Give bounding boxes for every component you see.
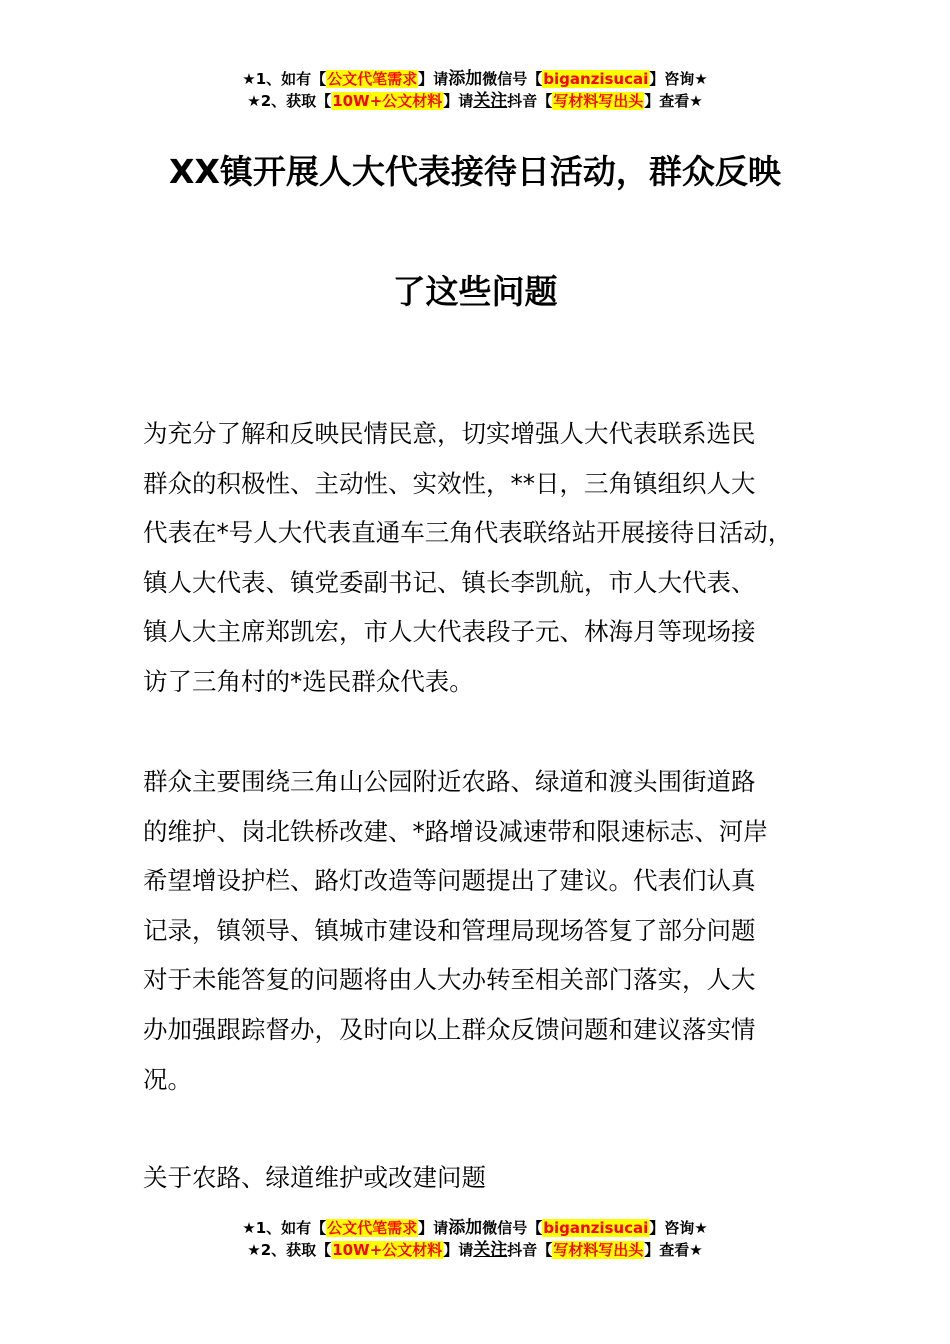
- document-title-line-1: XX镇开展人大代表接待日活动，群众反映: [169, 152, 781, 191]
- banner-douyin-id: 写材料写出头: [553, 92, 644, 110]
- banner-text: 微信号【: [482, 1219, 543, 1237]
- banner-text: 抖音【: [507, 1241, 553, 1259]
- banner-text: 】请: [418, 1219, 449, 1237]
- banner-douyin-id: 写材料写出头: [553, 1241, 644, 1259]
- text-line: 记录，镇领导、镇城市建设和管理局现场答复了部分问题: [143, 915, 756, 945]
- banner-wechat-id: biganzisucai: [543, 1219, 649, 1237]
- banner-emphasis: 关注: [473, 91, 508, 111]
- text-line: 镇人大代表、镇党委副书记、镇长李凯航，市人大代表、: [143, 567, 756, 597]
- text-line: 希望增设护栏、路灯改造等问题提出了建议。代表们认真: [143, 866, 756, 896]
- banner-highlight: 10W+公文材料: [332, 92, 443, 110]
- banner-highlight: 公文代笔需求: [327, 1219, 418, 1237]
- paragraph-2: [143, 757, 843, 1104]
- banner-text: 】咨询★: [649, 70, 708, 88]
- banner-text: 】请: [443, 1241, 474, 1259]
- text-line: 群众主要围绕三角山公园附近农路、绿道和渡头围街道路: [143, 767, 756, 796]
- banner-highlight: 10W+公文材料: [332, 1241, 443, 1259]
- banner-emphasis: 关注: [473, 1240, 508, 1260]
- banner-line-2: [0, 90, 950, 112]
- banner-wechat-id: biganzisucai: [543, 70, 649, 88]
- text-line: 镇人大主席郑凯宏，市人大代表段子元、林海月等现场接: [143, 617, 756, 647]
- banner-text: 】查看★: [644, 92, 703, 110]
- section-heading: [143, 1153, 843, 1203]
- document-title-line-2: 了这些问题: [392, 272, 558, 311]
- text-line: 群众的积极性、主动性、实效性，**日，三角镇组织人大: [143, 468, 756, 498]
- text-line: 代表在*号人大代表直通车三角代表联络站开展接待日活动，: [143, 518, 793, 548]
- text-line: 访了三角村的*选民群众代表。: [143, 666, 474, 696]
- banner-line-2: [0, 1239, 950, 1261]
- text-line: 为充分了解和反映民情民意，切实增强人大代表联系选民: [143, 419, 756, 448]
- banner-line-1: [0, 1217, 950, 1239]
- banner-text: ★2、获取【: [247, 1241, 332, 1259]
- section-heading-text: 关于农路、绿道维护或改建问题: [143, 1163, 486, 1192]
- banner-emphasis: 添加: [448, 1218, 483, 1238]
- banner-line-1: [0, 68, 950, 90]
- footer-banner: [0, 1217, 950, 1261]
- text-line: 况。: [143, 1064, 192, 1094]
- banner-text: 】请: [418, 70, 449, 88]
- banner-text: 】咨询★: [649, 1219, 708, 1237]
- header-banner: [0, 68, 950, 112]
- banner-text: ★1、如有【: [242, 70, 327, 88]
- banner-text: ★2、获取【: [247, 92, 332, 110]
- banner-text: 微信号【: [482, 70, 543, 88]
- text-line: 对于未能答复的问题将由人大办转至相关部门落实，人大: [143, 965, 756, 995]
- banner-emphasis: 添加: [448, 69, 483, 89]
- banner-highlight: 公文代笔需求: [327, 70, 418, 88]
- banner-text: 】查看★: [644, 1241, 703, 1259]
- paragraph-1: [143, 409, 843, 707]
- banner-text: 】请: [443, 92, 474, 110]
- text-line: 办加强跟踪督办，及时向以上群众反馈问题和建议落实情: [143, 1014, 756, 1044]
- banner-text: ★1、如有【: [242, 1219, 327, 1237]
- text-line: 的维护、岗北铁桥改建、*路增设减速带和限速标志、河岸: [143, 816, 768, 846]
- banner-text: 抖音【: [507, 92, 553, 110]
